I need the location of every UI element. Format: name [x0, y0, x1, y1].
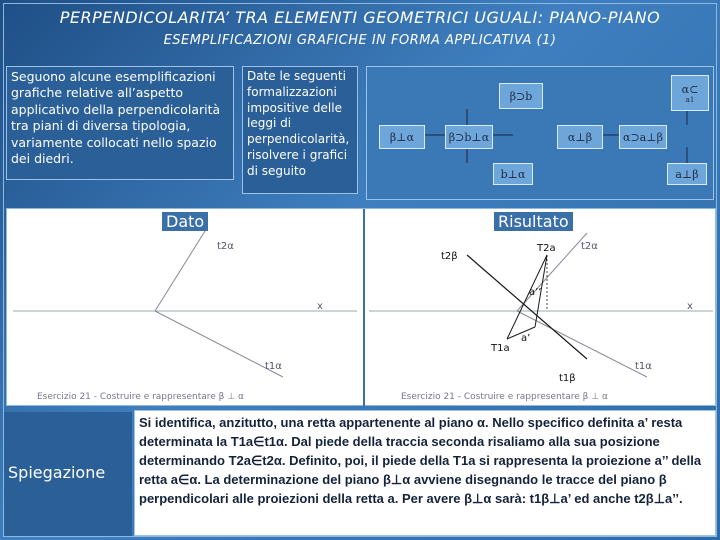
label-t2a-right: t2α — [581, 241, 598, 252]
label-t1b: t1β — [559, 373, 576, 384]
label-a-prime: a’ — [521, 333, 531, 344]
label-t1a-right: t1α — [635, 361, 652, 372]
figure-drawing — [7, 209, 717, 407]
relation-alpha-in-top — [671, 75, 709, 111]
relation-alpha-in-a-perp-beta: α⊃a⊥β — [619, 125, 667, 149]
label-t2a-left: t2α — [217, 241, 234, 252]
relation-b-perp-alpha: b⊥α — [493, 163, 533, 185]
slide-title: PERPENDICOLARITA’ TRA ELEMENTI GEOMETRICI UGUALI: PIANO-PIANO — [59, 8, 661, 27]
label-a-double-prime: a’’ — [529, 287, 542, 298]
label-x-right: x — [687, 301, 693, 312]
caption-right: Esercizio 21 - Costruire e rappresentare β ⊥ α — [401, 392, 608, 402]
relation-alpha-perp-beta: α⊥β — [557, 125, 603, 149]
figure-panel — [6, 208, 716, 406]
label-x-left: x — [317, 301, 323, 312]
relation-beta-in-b-perp-alpha: β⊃b⊥α — [445, 125, 493, 149]
slide-subtitle: ESEMPLIFICAZIONI GRAFICHE IN FORMA APPLICATIVA (1) — [163, 33, 557, 48]
explanation-text: Si identifica, anzitutto, una retta appartenente al piano α. Nello specifico definita a’ resta determinata la T1a∈t1α. Dal piede della traccia seconda risaliamo alla sua posizione determinando T2a∈t2α. Definito, poi, il piede della T1a si rappresenta la proiezione a’’ della retta a∈α. La determinazione del piano β⊥α avviene disegnando le tracce del piano β perpendicolari alle proiezioni della retta a. Per avere β⊥α sarà: t1β⊥a’ ed anche t2β⊥a’’. — [134, 410, 716, 536]
relations-panel — [366, 66, 714, 200]
label-t1a-left: t1α — [265, 361, 282, 372]
relation-a-perp-beta: a⊥β — [667, 163, 707, 185]
label-T2a: T2a — [537, 243, 556, 254]
intro-text-box: Seguono alcune esemplificazioni grafiche relative all’aspetto applicativo della perpendicolarità tra piani di diversa tipologia, variamente collocati nello spazio dei diedri. — [6, 66, 234, 180]
label-T1a: T1a — [491, 343, 510, 354]
given-label: Dato — [162, 212, 208, 231]
explanation-label: Spiegazione — [8, 463, 106, 482]
label-t2b: t2β — [441, 251, 458, 262]
relation-beta-in-b: β⊃b — [499, 83, 543, 109]
relation-alpha-in-top-label: α⊂ — [681, 82, 699, 96]
result-label: Risultato — [494, 212, 573, 231]
task-text-box: Date le seguenti formalizzazioni impositive delle leggi di perpendicolarità, risolvere i grafici di seguito — [242, 66, 358, 194]
caption-left: Esercizio 21 - Costruire e rappresentare β ⊥ α — [37, 392, 244, 402]
relation-alpha-small-label: a1 — [685, 95, 695, 104]
relation-beta-perp-alpha: β⊥α — [379, 125, 425, 149]
